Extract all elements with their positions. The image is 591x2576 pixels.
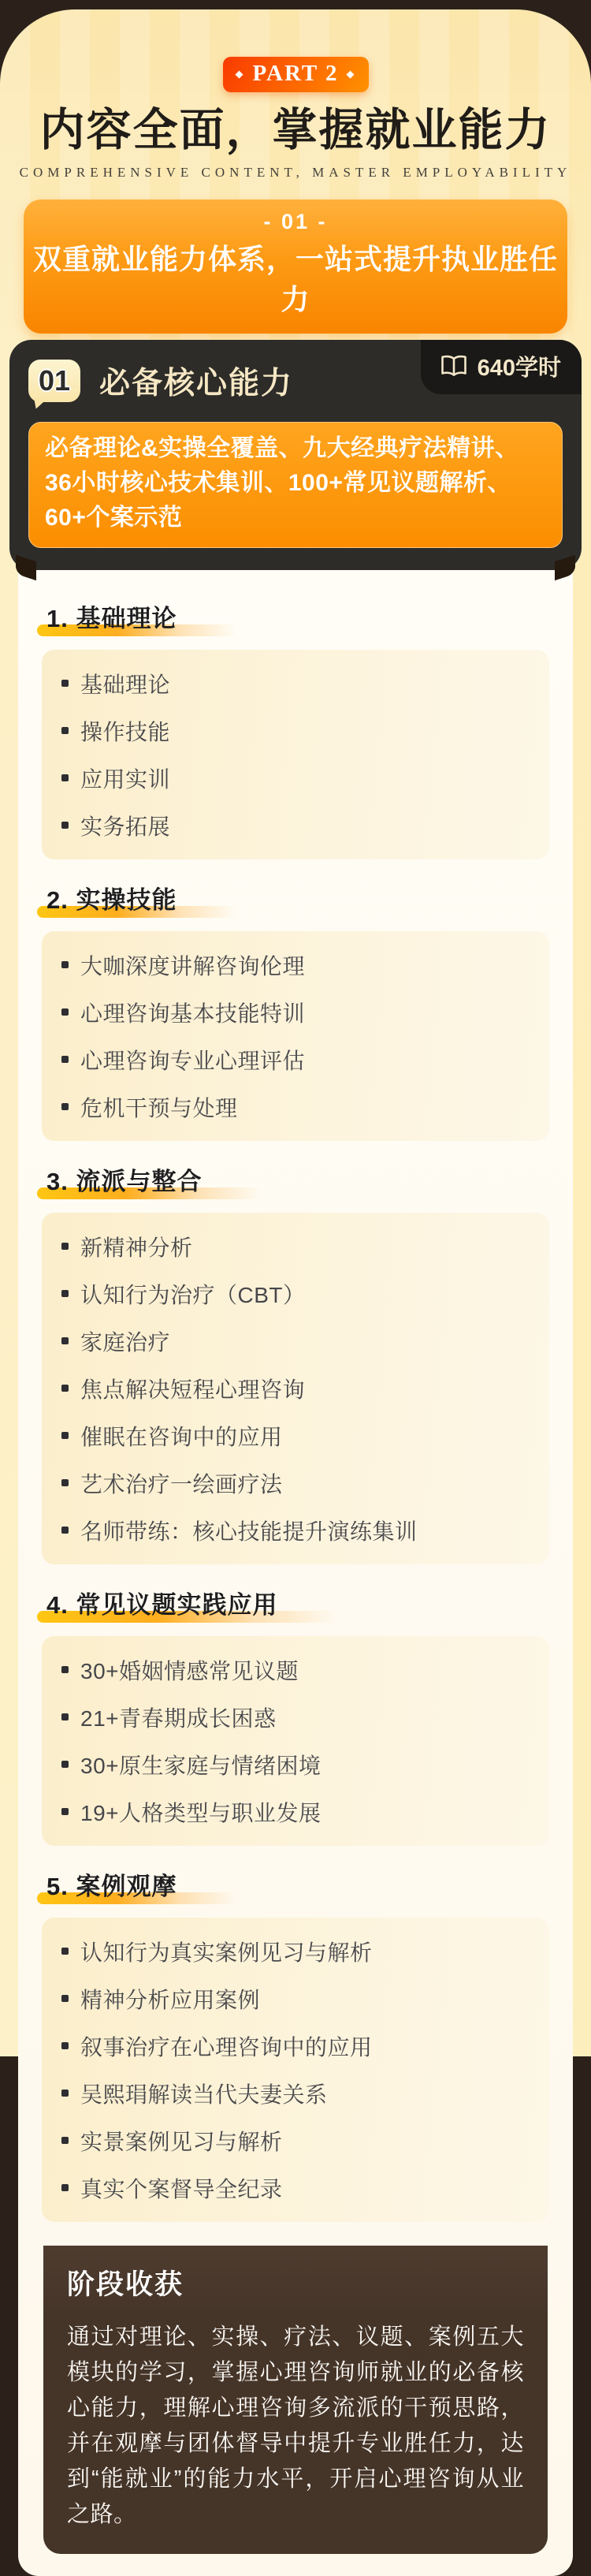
list-item — [61, 941, 530, 989]
section-heading-wrap — [42, 598, 549, 634]
list-item — [61, 755, 530, 802]
course-section — [42, 598, 549, 859]
list-item — [61, 660, 530, 707]
section-heading: 2. 实操技能 — [43, 880, 180, 915]
square-bullet-icon — [61, 1713, 69, 1720]
list-item-text: 应用实训 — [80, 766, 171, 792]
section-items-box — [42, 1918, 549, 2222]
diamond-icon: ◆ — [346, 68, 356, 80]
content-card — [18, 550, 573, 2576]
list-item — [61, 2022, 530, 2070]
list-item — [61, 1928, 530, 1975]
open-book-icon — [440, 354, 468, 378]
course-section — [42, 1866, 549, 2222]
section-items-box — [42, 931, 549, 1141]
square-bullet-icon — [61, 2090, 69, 2097]
stage-summary-body: 通过对理论、实操、疗法、议题、案例五大模块的学习，掌握心理咨询师就业的必备核心能力，理解心理咨询多流派的干预思路，并在观摩与团体督导中提升专业胜任力，达到“能就业”的能力水平，开启心理咨询从业之路。 — [67, 2324, 524, 2527]
list-item-text: 30+婚姻情感常见议题 — [80, 1658, 299, 1683]
list-item-text: 家庭治疗 — [80, 1329, 171, 1355]
list-item — [61, 1975, 530, 2022]
list-item — [61, 1459, 530, 1507]
square-bullet-icon — [61, 1243, 69, 1250]
course-sections — [42, 598, 549, 2222]
square-bullet-icon — [61, 2184, 69, 2191]
square-bullet-icon — [61, 1290, 69, 1297]
part-badge-label: PART 2 — [252, 61, 339, 86]
course-section — [42, 1161, 549, 1564]
section-heading: 5. 案例观摩 — [43, 1866, 180, 1902]
banner-index: - 01 - — [263, 209, 328, 233]
list-item — [61, 1741, 530, 1788]
square-bullet-icon — [61, 1432, 69, 1439]
square-bullet-icon — [61, 2042, 69, 2049]
square-bullet-icon — [61, 1808, 69, 1815]
list-item — [61, 989, 530, 1036]
list-item-text: 19+人格类型与职业发展 — [80, 1800, 322, 1825]
section-heading-wrap — [42, 1585, 549, 1620]
list-item — [61, 1036, 530, 1083]
square-bullet-icon — [61, 822, 69, 829]
square-bullet-icon — [61, 1995, 69, 2002]
square-bullet-icon — [61, 1761, 69, 1768]
section-heading: 4. 常见议题实践应用 — [43, 1585, 281, 1620]
list-item — [61, 1083, 530, 1131]
list-item — [61, 1694, 530, 1741]
list-item — [61, 1788, 530, 1836]
list-item — [61, 2117, 530, 2164]
list-item — [61, 1507, 530, 1554]
course-section — [42, 1585, 549, 1846]
page-background — [0, 9, 591, 2527]
section-items-box — [42, 1213, 549, 1564]
list-item — [61, 1270, 530, 1318]
square-bullet-icon — [61, 1479, 69, 1486]
module-highlight-text: 必备理论&实操全覆盖、九大经典疗法精讲、36小时核心技术集训、100+常见议题解析、60+个案示范 — [28, 422, 563, 548]
list-item-text: 认知行为真实案例见习与解析 — [80, 1940, 373, 1965]
list-item-text: 焦点解决短程心理咨询 — [80, 1377, 306, 1402]
module-card — [9, 340, 582, 570]
list-item — [61, 707, 530, 755]
module-title: 必备核心能力 — [99, 366, 294, 401]
stage-summary-title: 阶段收获 — [43, 2246, 548, 2312]
section-heading-wrap — [42, 880, 549, 915]
list-item — [61, 2164, 530, 2212]
square-bullet-icon — [61, 680, 69, 687]
list-item-text: 基础理论 — [80, 672, 171, 697]
part-badge — [223, 57, 369, 92]
square-bullet-icon — [61, 774, 69, 781]
section-heading-wrap — [42, 1866, 549, 1902]
list-item — [61, 1365, 530, 1412]
square-bullet-icon — [61, 1666, 69, 1673]
list-item — [61, 802, 530, 849]
list-item-text: 实务拓展 — [80, 814, 171, 839]
list-item-text: 30+原生家庭与情绪困境 — [80, 1753, 322, 1778]
square-bullet-icon — [61, 1527, 69, 1534]
list-item-text: 催眠在咨询中的应用 — [80, 1424, 283, 1449]
square-bullet-icon — [61, 1337, 69, 1344]
square-bullet-icon — [61, 2137, 69, 2144]
list-item-text: 新精神分析 — [80, 1235, 193, 1260]
hours-badge — [421, 340, 582, 394]
list-item-text: 21+青春期成长困惑 — [80, 1706, 277, 1731]
list-item — [61, 1412, 530, 1459]
list-item-text: 心理咨询专业心理评估 — [80, 1048, 306, 1073]
page-subtitle: COMPREHENSIVE CONTENT, MASTER EMPLOYABILITY — [19, 164, 572, 180]
section-items-box — [42, 650, 549, 859]
section-items-box — [42, 1636, 549, 1846]
square-bullet-icon — [61, 1103, 69, 1110]
section-heading: 3. 流派与整合 — [43, 1161, 205, 1197]
list-item — [61, 2070, 530, 2117]
list-item-text: 叙事治疗在心理咨询中的应用 — [80, 2034, 373, 2060]
list-item-text: 吴熙琄解读当代夫妻关系 — [80, 2082, 328, 2107]
diamond-icon: ◆ — [235, 68, 245, 80]
banner-title: 双重就业能力体系，一站式提升执业胜任力 — [32, 242, 558, 315]
module-number-bubble: 01 — [28, 360, 80, 402]
list-item-text: 认知行为治疗（CBT） — [80, 1282, 306, 1307]
section-heading: 1. 基础理论 — [43, 598, 180, 634]
square-bullet-icon — [61, 1385, 69, 1392]
page-title: 内容全面，掌握就业能力 — [39, 106, 552, 155]
list-item — [61, 1646, 530, 1694]
list-item-text: 大咖深度讲解咨询伦理 — [80, 953, 306, 979]
stage-summary-box — [43, 2246, 548, 2555]
list-item — [61, 1223, 530, 1270]
square-bullet-icon — [61, 1948, 69, 1955]
section-banner — [24, 199, 567, 334]
square-bullet-icon — [61, 1056, 69, 1063]
list-item-text: 真实个案督导全纪录 — [80, 2176, 283, 2201]
square-bullet-icon — [61, 1008, 69, 1016]
square-bullet-icon — [61, 727, 69, 734]
list-item-text: 艺术治疗一绘画疗法 — [80, 1471, 283, 1497]
list-item-text: 操作技能 — [80, 719, 171, 744]
list-item-text: 名师带练：核心技能提升演练集训 — [80, 1519, 418, 1544]
hours-badge-label: 640学时 — [477, 355, 561, 381]
section-heading-wrap — [42, 1161, 549, 1197]
square-bullet-icon — [61, 961, 69, 968]
list-item-text: 实景案例见习与解析 — [80, 2129, 283, 2154]
list-item — [61, 1318, 530, 1365]
list-item-text: 危机干预与处理 — [80, 1095, 238, 1120]
course-section — [42, 880, 549, 1141]
list-item-text: 心理咨询基本技能特训 — [80, 1001, 306, 1026]
list-item-text: 精神分析应用案例 — [80, 1987, 261, 2012]
